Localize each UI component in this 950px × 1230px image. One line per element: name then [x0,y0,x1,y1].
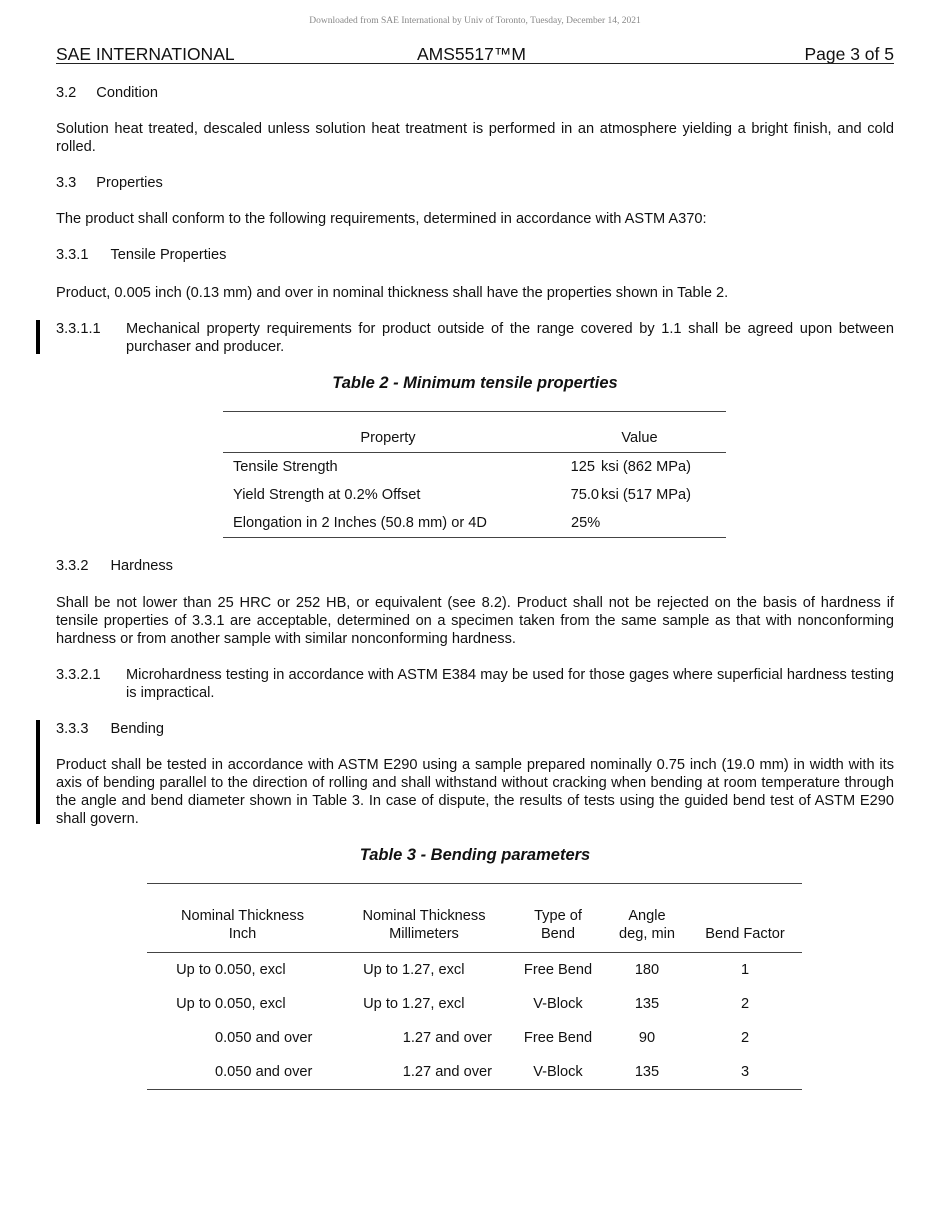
table-2-minimum-tensile-properties [223,411,726,538]
table-header: Nominal Thickness [362,908,486,924]
section-3-2-heading [56,84,894,102]
section-body: Mechanical property requirements for product outside of the range covered by 1.1 shall be agreed upon between purchaser and producer. [126,321,894,355]
table-cell: Up to [363,962,398,978]
table-cell: 1 [740,962,750,978]
table-cell: 180 [634,962,660,978]
section-title: Tensile Properties [110,247,227,263]
table-header: Value [621,430,658,446]
table-cell [338,1055,402,1090]
table-header: Angle [628,908,666,924]
table-cell: V-Block [533,996,583,1012]
table-cell: 75.0 [570,487,599,503]
table-cell: 2 [740,996,750,1012]
header-organization: SAE INTERNATIONAL [56,44,235,64]
section-3-3-3-heading [56,720,894,738]
table-2-caption: Table 2 - Minimum tensile properties [332,374,618,392]
section-title: Bending [110,721,165,737]
table-cell: 0.050 and over [215,1030,313,1046]
table-row [147,987,802,1021]
table-cell: Up to [176,996,211,1012]
table-row [147,1021,802,1055]
table-cell: Tensile Strength [233,459,338,475]
header-rule [56,63,894,64]
section-3-3-body: The product shall conform to the following requirements, determined in accordance with ASTM A370: [56,211,707,227]
section-number: 3.3 [56,175,77,191]
table-cell: 90 [638,1030,656,1046]
table-row [223,453,726,482]
table-cell: 3 [740,1064,750,1080]
table-cell: 0.050, excl [215,962,286,978]
table-cell: 135 [634,1064,660,1080]
table-cell [147,1021,215,1055]
section-3-3-1-body: Product, 0.005 inch (0.13 mm) and over in nominal thickness shall have the properties shown in Table 2. [56,285,729,301]
table-cell: Free Bend [523,962,593,978]
section-title: Condition [96,85,158,101]
table-cell [147,1055,215,1090]
section-number: 3.3.1.1 [56,321,101,337]
section-3-3-2-heading [56,557,894,575]
table-row [223,509,726,538]
section-body: Microhardness testing in accordance with ASTM E384 may be used for those gages where superficial hardness testing is impractical. [126,667,894,701]
table-3-bending-parameters [147,883,802,1090]
section-number: 3.3.3 [56,721,89,737]
section-3-3-2-1 [56,666,894,702]
table-header: Type of [534,908,582,924]
table-cell: 135 [634,996,660,1012]
section-3-2-body: Solution heat treated, descaled unless solution heat treatment is performed in an atmosphere yielding a bright finish, and cold rolled. [56,121,894,155]
table-row [223,481,726,509]
section-3-3-2-body: Shall be not lower than 25 HRC or 252 HB, or equivalent (see 8.2). Product shall not be rejected on the basis of hardness if tensile properties of 3.3.1 are acceptable, determined on a specimen taken from the same sample as that with nonconforming hardness or from another sample with similar nonconforming hardness. [56,595,894,647]
header-document-number: AMS5517™M [417,44,526,64]
table-cell: 0.050 and over [215,1064,313,1080]
table-cell: 25% [571,515,601,531]
table-row [147,953,802,988]
table-3-caption: Table 3 - Bending parameters [359,846,591,864]
table-cell: Yield Strength at 0.2% Offset [233,487,421,503]
section-3-3-heading [56,174,894,192]
table-cell: Up to [176,962,211,978]
table-header: Nominal Thickness [180,908,304,924]
section-number: 3.3.1 [56,247,89,263]
table-cell: 1.27, excl [402,996,465,1012]
table-header: deg, min [619,926,675,942]
table-header: Millimeters [389,926,459,942]
table-cell: ksi (862 MPa) [601,459,692,475]
section-title: Hardness [110,558,173,574]
table-cell: 1.27, excl [402,962,465,978]
table-cell [338,1021,402,1055]
section-3-3-1-heading [56,246,894,264]
section-number: 3.3.2 [56,558,89,574]
table-header: Property [360,430,416,446]
table-row [147,1055,802,1090]
table-cell: 125 [570,459,595,475]
section-3-3-1-1 [56,320,894,356]
table-cell: Free Bend [523,1030,593,1046]
section-3-3-3-body: Product shall be tested in accordance with ASTM E290 using a sample prepared nominally 0.75 inch (19.0 mm) in width with its axis of bending parallel to the direction of rolling and shall withstand without cracking when bending at room temperature through the angle and bend diameter shown in Table 3. In case of dispute, the results of tests using the guided bend test of ASTM E290 shall govern. [56,757,894,827]
table-cell: 2 [740,1030,750,1046]
table-cell: Elongation in 2 Inches (50.8 mm) or 4D [233,515,487,531]
header-page-number: Page 3 of 5 [804,44,894,64]
table-cell: Up to [363,996,398,1012]
table-cell: V-Block [533,1064,583,1080]
section-number: 3.2 [56,85,77,101]
revision-change-bar [36,320,40,354]
section-number: 3.3.2.1 [56,667,101,683]
table-header: Bend [540,926,576,942]
revision-change-bar [36,720,40,824]
table-cell: 1.27 and over [402,1030,492,1046]
table-cell: ksi (517 MPa) [601,487,692,503]
download-watermark: Downloaded from SAE International by Univ of Toronto, Tuesday, December 14, 2021 [309,16,641,26]
table-header: Bend Factor [705,926,785,942]
table-cell: 0.050, excl [215,996,286,1012]
section-title: Properties [96,175,163,191]
table-cell: 1.27 and over [402,1064,492,1080]
table-header: Inch [228,926,257,942]
